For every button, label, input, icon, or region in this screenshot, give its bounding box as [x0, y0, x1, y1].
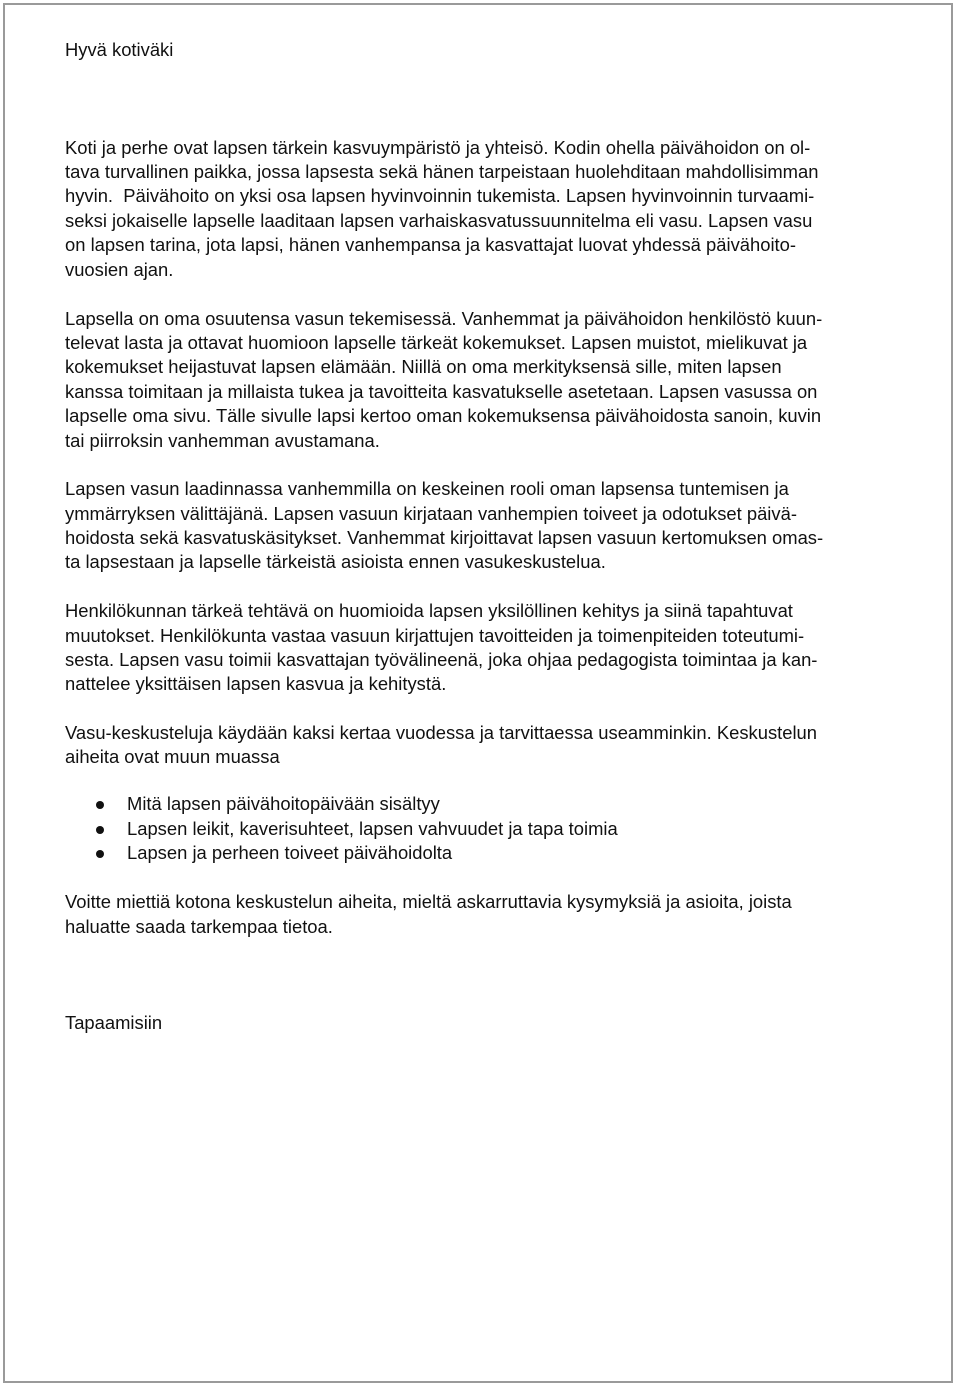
signoff: Tapaamisiin: [65, 1012, 163, 1033]
paragraph-4-line-1: Henkilökunnan tärkeä tehtävä on huomioida lapsen yksilöllinen kehitys ja siinä tapahtuvat: [65, 600, 793, 621]
paragraph-5-line-1: Vasu-keskusteluja käydään kaksi kertaa vuodessa ja tarvittaessa useamminkin. Keskustelun: [65, 722, 818, 743]
paragraph-1-line-6: vuosien ajan.: [65, 259, 174, 280]
paragraph-2-line-6: tai piirroksin vanhemman avustamana.: [65, 430, 380, 451]
closing-line-1: Voitte miettiä kotona keskustelun aiheita, mieltä askarruttavia kysymyksiä ja asioita, joista: [65, 891, 792, 912]
paragraph-3-line-1: Lapsen vasun laadinnassa vanhemmilla on keskeinen rooli oman lapsensa tuntemisen ja: [65, 478, 789, 499]
paragraph-1-line-4: seksi jokaiselle lapselle laaditaan lapsen varhaiskasvatussuunnitelma eli vasu. Lapsen vasu: [65, 210, 813, 231]
paragraph-4-line-3: sesta. Lapsen vasu toimii kasvattajan työvälineenä, joka ohjaa pedagogista toimintaa ja kan-: [65, 649, 818, 670]
paragraph-3-line-2: ymmärryksen välittäjänä. Lapsen vasuun kirjataan vanhempien toiveet ja odotukset päivä-: [65, 503, 797, 524]
paragraph-4-line-2: muutokset. Henkilökunta vastaa vasuun kirjattujen tavoitteiden ja toimenpiteiden toteutumi-: [65, 625, 805, 646]
bullet-dot: [96, 826, 104, 834]
page-frame: [3, 3, 953, 1383]
paragraph-1-line-2: tava turvallinen paikka, jossa lapsesta sekä hänen tarpeistaan huolehditaan mahdollisimman: [65, 161, 819, 182]
paragraph-2-line-3: kokemukset heijastuvat lapsen elämään. Niillä on oma merkityksensä sille, miten lapsen: [65, 356, 782, 377]
paragraph-1-line-3: hyvin. Päivähoito on yksi osa lapsen hyvinvoinnin tukemista. Lapsen hyvinvoinnin turvaami-: [65, 185, 815, 206]
greeting: Hyvä kotiväki: [65, 39, 174, 60]
bullet-item-3: Lapsen ja perheen toiveet päivähoidolta: [127, 842, 453, 863]
paragraph-1-line-1: Koti ja perhe ovat lapsen tärkein kasvuympäristö ja yhteisö. Kodin ohella päivähoidon on ol-: [65, 137, 811, 158]
paragraph-5-line-2: aiheita ovat muun muassa: [65, 746, 280, 767]
paragraph-2-line-4: kanssa toimitaan ja millaista tukea ja tavoitteita kasvatukselle asetetaan. Lapsen vasussa on: [65, 381, 818, 402]
paragraph-4-line-4: nattelee yksittäisen lapsen kasvua ja kehitystä.: [65, 673, 447, 694]
paragraph-2-line-1: Lapsella on oma osuutensa vasun tekemisessä. Vanhemmat ja päivähoidon henkilöstö kuun-: [65, 308, 823, 329]
bullet-item-2: Lapsen leikit, kaverisuhteet, lapsen vahvuudet ja tapa toimia: [127, 818, 618, 839]
paragraph-3-line-4: ta lapsestaan ja lapselle tärkeistä asioista ennen vasukeskustelua.: [65, 551, 606, 572]
bullet-dot: [96, 850, 104, 858]
bullet-item-1: Mitä lapsen päivähoitopäivään sisältyy: [127, 793, 440, 814]
paragraph-1-line-5: on lapsen tarina, jota lapsi, hänen vanhempansa ja kasvattajat luovat yhdessä päivähoito-: [65, 234, 796, 255]
paragraph-2-line-2: televat lasta ja ottavat huomioon lapselle tärkeät kokemukset. Lapsen muistot, mielikuvat ja: [65, 332, 808, 353]
paragraph-3-line-3: hoidosta sekä kasvatuskäsitykset. Vanhemmat kirjoittavat lapsen vasuun kertomuksen omas-: [65, 527, 824, 548]
paragraph-2-line-5: lapselle oma sivu. Tälle sivulle lapsi kertoo oman kokemuksensa päivähoidosta sanoin, kuvin: [65, 405, 822, 426]
closing-line-2: haluatte saada tarkempaa tietoa.: [65, 916, 333, 937]
bullet-dot: [96, 801, 104, 809]
